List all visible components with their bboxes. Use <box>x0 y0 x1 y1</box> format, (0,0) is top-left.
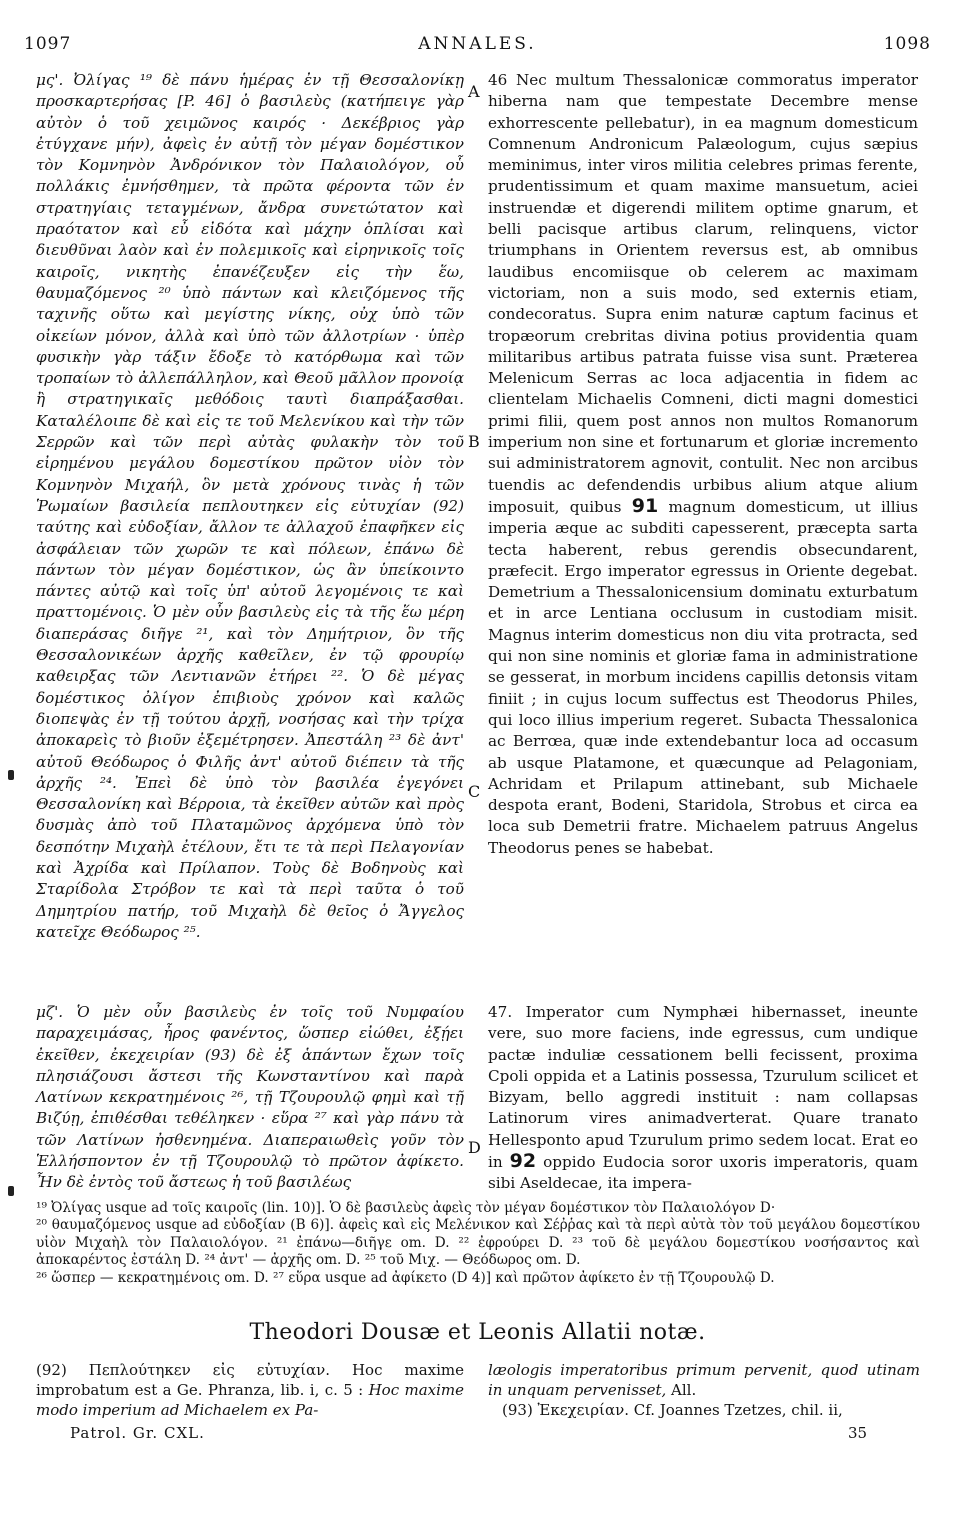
footer-signature: 35 <box>848 1424 868 1442</box>
margin-marker-c: C <box>468 782 481 801</box>
margin-marker-a: A <box>468 82 480 101</box>
latin-text-47 <box>488 1002 918 1195</box>
reference-91: 91 <box>631 494 659 517</box>
note-92-lemma: (92) Πεπλούτηκεν εἰς εὐτυχίαν. <box>36 1361 330 1379</box>
apparatus-line: ¹⁹ Ὀλίγας usque ad τοῖς καιροῖς (lin. 10)]. Ὁ δὲ βασιλεὺς ἀφεὶς τὸν μέγαν δομέστικον τὸν Παλαιολόγον D· <box>36 1200 776 1216</box>
margin-marker-d: D <box>468 1138 481 1157</box>
latin-column-46 <box>488 70 918 859</box>
apparatus-line: ²⁶ ὥσπερ — κεκρατημένοις om. D. ²⁷ εὕρα usque ad ἀφίκετο (D 4)] καὶ πρῶτον ἀφίκετο ἐν τῇ Τζουρουλῷ D. <box>36 1269 775 1286</box>
note-92-quote-continued: læologis imperatoribus primum pervenit, quod utinam in unquam pervenisset, <box>488 1361 920 1399</box>
margin-mark <box>8 1186 14 1196</box>
latin-text-46b: magnum domesticum, ut illius imperia æque ac subditi capesserent, præcepta sarta tecta haberent, rebus gerendis obsecundarent, præfecit. Ergo imperator egressus in Oriente degebat. Demetrium a Thessalonicensium dominatu exturbatum et in arce Lentiana occlusum in custodiam misit. Magnus interim domesticus non diu vita protracta, sed qui non sine nominis et gloriæ fama in administratione se gesserat, in morbum incidens capillis detonsis vitam finiit ; in cujus locum suffectus est Theodorus Philes, qui loco illius imperium regeret. Subacta Thessalonica ac Berrœa, quæ inde extendebantur loca ad occasum ab usque Platamone, et quæcunque ad Pelagoniam, Achridam et Prilapum attinebant, sub Michaele despota erant, Bodeni, Staridola, Strobus et circa ea loca sub Demetrii fratre. Michaelem patruus Angelus Theodorus penes se habebat. <box>488 497 919 857</box>
note-92-author: All. <box>666 1381 697 1399</box>
greek-text-46: μς'. Ὀλίγας ¹⁹ δὲ πάνυ ἡμέρας ἐν τῇ Θεσσαλονίκῃ προσκαρτερήσας [P. 46] ὁ βασιλεὺς (κατήπειγε γὰρ αὐτὸν ὁ τοῦ χειμῶνος καιρός · Δεκέβριος γὰρ ἐτύγχανε μήν), ἀφεὶς ἐν αὐτῇ τὸν μέγαν δομέστικον τὸν Κομνηνὸν Ἀνδρόνικον τὸν Παλαιολόγον, οὗ πολλάκις ἐμνήσθημεν, τὰ πρῶτα φέροντα τῶν ἐν στρατηγίαις τεταγμένων, ἄνδρα συνετώτατον καὶ πραότατον καὶ εὖ εἰδότα καὶ μάχην ὁπλίσαι καὶ διευθῦναι λαὸν καὶ ἐν πολεμικοῖς καὶ εἰρηνικοῖς τοῖς καιροῖς, νικητὴς ἐπανέζευξεν εἰς τὴν ἕω, θαυμαζόμενος ²⁰ ὑπὸ πάντων καὶ κλειζόμενος τῆς ταχινῆς οὕτω καὶ μεγίστης νίκης, οὐχ ὑπὸ τῶν οἰκείων μόνον, ἀλλὰ καὶ ὑπὸ τῶν ἀλλοτρίων · ὑπὲρ φυσικὴν γὰρ τάξιν ἔδοξε τὸ κατόρθωμα καὶ τῶν τροπαίων τὸ ἀλλεπάλληλον, καὶ Θεοῦ μᾶλλον προνοίᾳ ἢ στρατηγικαῖς μεθόδοις ταυτὶ διαπράξασθαι. Καταλέλοιπε δὲ καὶ εἰς τε τοῦ Μελενίκου καὶ τὴν τῶν Σερρῶν καὶ τῶν περὶ αὐτὰς φυλακὴν τὸν τοῦ εἰρημένου μεγάλου δομεστίκου πρῶτον υἱὸν τὸν Κομνηνὸν Μιχαήλ, ὃν μετὰ χρόνους τινὰς ἡ τῶν Ῥωμαίων βασιλεία πεπλουτηκεν εἰς εὐτυχίαν (92) ταύτης καὶ εὐδοξίαν, ἄλλον τε ἀλλαχοῦ ἐπαφῆκεν εἰς ἀσφάλειαν τῶν χωρῶν τε καὶ πόλεων, ἐπάνω δὲ πάντων τὸν μέγαν δομέστικον, ὡς ἂν ὑπείκοιντο πάντες αὐτῷ καὶ τοῖς ὑπ' αὐτοῦ λεγομένοις τε καὶ πραττομένοις. Ὁ μὲν οὖν βασιλεὺς εἰς τὰ τῆς ἕω μέρη διαπεράσας διῆγε ²¹, καὶ τὸν Δημήτριον, ὃν τῆς Θεσσαλονικέων ἀρχῆς καθεῖλεν, ἐν τῷ φρουρίῳ καθειρξας τῶν Λεντιανῶν ἐτήρει ²². Ὁ δὲ μέγας δομέστικος ὀλίγον ἐπιβιοὺς χρόνον καὶ καλῶς διοπεψὰς ἐν τῇ τούτου ἀρχῇ, νοσήσας καὶ τὴν τρίχα ἀποκαρεὶς τὸ βιοῦν ἐξεμέτρησεν. Ἀπεστάλη ²³ δὲ ἀντ' αὐτοῦ Θεόδωρος ὁ Φιλῆς ἀντ' αὐτοῦ διέπειν τὰ τῆς ἀρχῆς ²⁴. Ἐπεὶ δὲ ὑπὸ τὸν βασιλέα ἐγεγόνει Θεσσαλονίκη καὶ Βέρροια, τὰ ἐκεῖθεν αὐτῶν καὶ πρὸς δυσμὰς ἀπὸ τοῦ Πλαταμῶνος ἀρχόμενα ὑπὸ τὸν δεσπότην Μιχαὴλ ἐτέλουν, ἔτι τε τὰ περὶ Πελαγονίαν καὶ Ἀχρίδα καὶ Πρίλαπον. Τοὺς δὲ Βοδηνοὺς καὶ Σταρίδολα Στρόβον τε καὶ τὰ περὶ ταῦτα ὁ τοῦ Δημητρίου πατήρ, τοῦ Μιχαὴλ δὲ θεῖος ὁ Ἄγγελος κατεῖχε Θεόδωρος ²⁵. <box>36 71 464 941</box>
latin-text-47a: 47. Imperator cum Nymphæi hibernasset, ineunte vere, suo more faciens, inde egressus, cum undique pactæ induliæ cessationem belli fecissent, proxima Cpoli oppida et a Latinis possessa, Tzurulum scilicet et Bizyam, bello aggredi instituit : nam collapsas Latinorum vires animadverterat. Quare tranato Hellesponto apud Tzurulum primo sedem locat. Erat eo in <box>488 1003 918 1172</box>
critical-apparatus <box>36 1200 920 1287</box>
latin-text-46 <box>488 70 918 859</box>
margin-mark <box>8 770 14 780</box>
apparatus-line: ²⁰ θαυμαζόμενος usque ad εὐδοξίαν (B 6)]. ἀφεὶς καὶ εἰς Μελένικον καὶ Σέῤῥας καὶ τὰ περὶ αὐτὰ τὸν τοῦ μεγάλου δομεστίκου υἱὸν Μιχαὴλ τὸν Παλαιολόγον. ²¹ ἐπάνω—διῆγε om. D. ²² ἐφρούρει D. ²³ τοῦ δὲ μεγάλου δομεστίκου νοσήσαντος καὶ ἀποκαρέντος ἐστάλη D. ²⁴ ἀντ' — ἀρχῆς om. D. ²⁵ τοῦ Μιχ. — Θεόδωρος om. D. <box>36 1217 920 1269</box>
right-page-number: 1098 <box>883 34 931 54</box>
left-page-number: 1097 <box>24 34 72 54</box>
footer-series: Patrol. Gr. CXL. <box>70 1424 205 1442</box>
running-title: ANNALES. <box>418 34 537 54</box>
note-right-column <box>488 1360 920 1420</box>
margin-marker-b: B <box>468 432 480 451</box>
notes-heading: Theodori Dousæ et Leonis Allatii notæ. <box>249 1320 706 1345</box>
greek-column-47 <box>36 1002 464 1194</box>
note-92-quote: Hoc maxime modo imperium ad Michaelem ex Pa- <box>36 1381 464 1419</box>
note-92-text: Hoc maxime improbatum est a Ge. Phranza, lib. i, c. 5 : <box>36 1361 464 1399</box>
reference-92: 92 <box>509 1150 537 1173</box>
note-92 <box>36 1360 464 1420</box>
latin-text-47b: oppido Eudocia soror uxoris imperatoris, quam sibi Aseldecae, ita impera- <box>488 1153 918 1193</box>
greek-column-46 <box>36 70 464 943</box>
greek-text-47: μζ'. Ὁ μὲν οὖν βασιλεὺς ἐν τοῖς τοῦ Νυμφαίου παραχειμάσας, ἦρος φανέντος, ὥσπερ εἰώθει, ἐξῄει ἐκεῖθεν, ἐκεχειρίαν (93) δὲ ἐξ ἁπάντων ἔχων τοῖς πλησιάζουσι ἄστεσι τῆς Κωνσταντίνου καὶ παρὰ Λατίνων κεκρατημένοις ²⁶, τῇ Τζουρουλῷ φημὶ καὶ τῇ Βιζύῃ, ἐπιθέσθαι τεθέληκεν · εὕρα ²⁷ καὶ γὰρ πάνυ τὰ τῶν Λατίνων ἠσθενημένα. Διαπεραιωθεὶς γοῦν τὸν Ἑλλήσποντον ἐν τῇ Τζουρουλῷ τὸ πρῶτον ἀφίκετο. Ἦν δὲ ἐντὸς τοῦ ἄστεως ἡ τοῦ βασιλέως <box>36 1003 464 1192</box>
latin-column-47 <box>488 1002 918 1195</box>
latin-text-46a: 46 Nec multum Thessalonicæ commoratus imperator hiberna nam que tempestate Decembre mense exhorrescente pellebatur), in ea magnum domesticum Comnenum Andronicum Palæologum, cujus sæpius meminimus, inter viros militia celebres primas ferente, prudentissimum et quam maxime mansuetum, aciei instruendæ et digerendi militem optime gnarum, et belli pacisque artibus clarum, relinquens, victor triumphans in Orientem reversus est, ab omnibus laudibus encomiisque ob celerem ac maximam victoriam, non a suis modo, sed externis etiam, condecoratus. Supra enim naturæ captum facinus et tropæorum crebritas divina potius providentia quam militaribus artibus patrata fuisse visa sunt. Præterea Melenicum Serras ac loca adjacentia in fidem ac clientelam Michaelis Comneni, dicti magni domestici primi filii, quem post annos non multos Romanorum imperium non sine et fortunarum et gloriæ incremento sui administratorem agnovit, contulit. Nec non arcibus tuendis ac defendendis urbibus alium atque alium imposuit, quibus <box>488 71 918 516</box>
note-93: (93) Ἐκεχειρίαν. Cf. Joannes Tzetzes, chil. ii, <box>502 1401 843 1419</box>
